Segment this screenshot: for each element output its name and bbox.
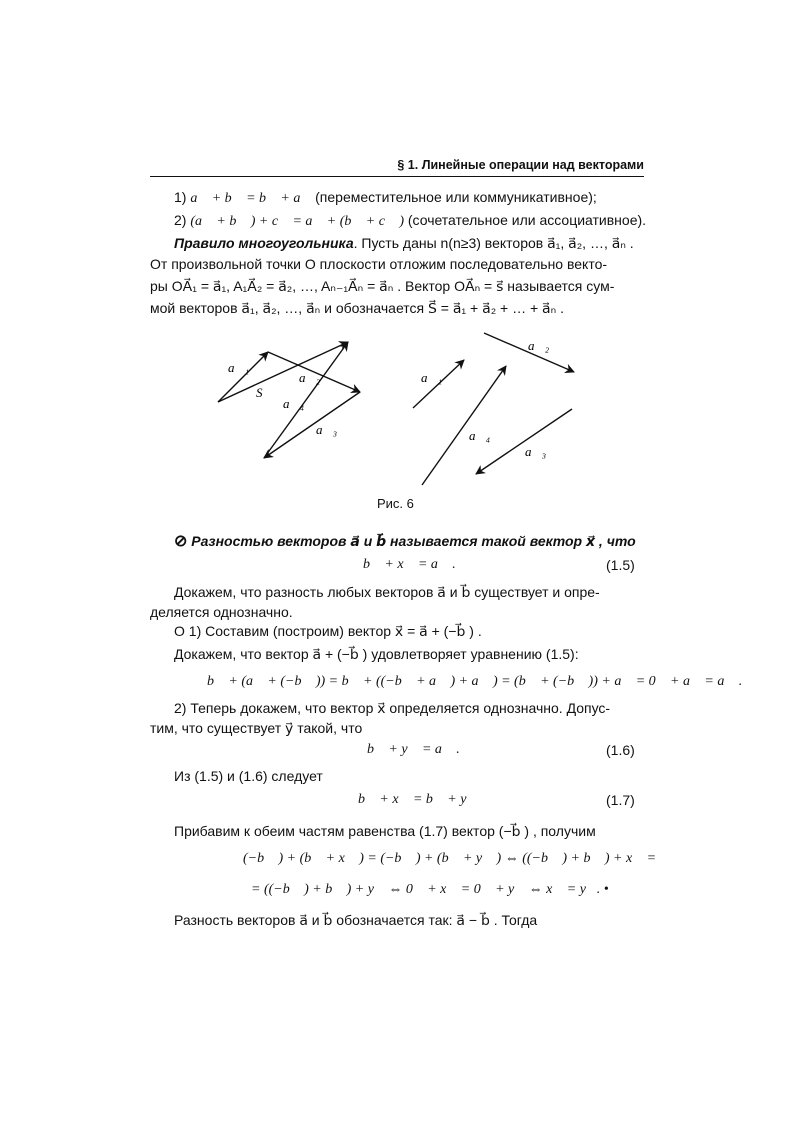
equation-1-6: b⃗ + y⃗ = a⃗ . (367, 742, 460, 757)
property-2-formula: (a⃗ + b⃗ ) + c⃗ = a⃗ + (b⃗ + c⃗ ) (190, 214, 404, 229)
proof-intro-1: Докажем, что разность любых векторов a⃗ и b⃗ существует и опре- (174, 584, 600, 600)
left-s-label: S⃗ (256, 385, 273, 400)
proof-add: Прибавим к обеим частям равенства (1.7) вектор (−b⃗ ) , получим (174, 823, 596, 839)
proof-intro-2: деляется однозначно. (150, 604, 293, 620)
property-1-num: 1) (174, 189, 187, 205)
header-rule (150, 176, 644, 177)
equation-1-7: b⃗ + x⃗ = b⃗ + y⃗ (358, 792, 478, 807)
polygon-rule-line2: От произвольной точки О плоскости отложим последовательно векто- (150, 256, 608, 272)
vector-figure (0, 320, 793, 520)
right-a3-arrow (476, 409, 572, 474)
property-2-text: (сочетательное или ассоциативное). (407, 212, 647, 228)
property-1-formula: a⃗ + b⃗ = b⃗ + a⃗ (190, 191, 312, 206)
equation-1-5: b⃗ + x⃗ = a⃗ . (363, 557, 456, 572)
definition-line (174, 531, 636, 551)
definition-symbol: ⊘ (174, 533, 188, 550)
equation-1-7-number: (1.7) (606, 792, 635, 808)
proof-step-2b: тим, что существует y⃗ такой, что (150, 720, 363, 736)
left-a2-label: a⃗₂ (299, 370, 321, 385)
right-a3-label: a⃗₃ (525, 444, 547, 459)
equation-1-5-number: (1.5) (606, 557, 635, 573)
property-2 (174, 212, 646, 230)
right-a1-label: a⃗₁ (421, 370, 443, 385)
final-line: Разность векторов a⃗ и b⃗ обозначается так: a⃗ − b⃗ . Тогда (174, 912, 538, 928)
proof-follow: Из (1.5) и (1.6) следует (174, 768, 323, 784)
property-1-text: (переместительное или коммуникативное); (315, 189, 597, 205)
property-1 (174, 189, 597, 207)
left-a1-label: a⃗₁ (228, 360, 250, 375)
figure-caption: Рис. 6 (377, 496, 414, 511)
polygon-rule-line4: мой векторов a⃗₁, a⃗₂, …, a⃗ₙ и обозначается S⃗ = a⃗₁ + a⃗₂ + … + a⃗ₙ . (150, 300, 564, 316)
definition-text: Разностью векторов a⃗ и b⃗ называется такой вектор x⃗ , что (191, 533, 636, 549)
property-2-num: 2) (174, 212, 187, 228)
proof-formula-1: b⃗ + (a⃗ + (−b⃗ )) = b⃗ + ((−b⃗ + a⃗ ) + a⃗ ) = (b⃗ + (−b⃗ )) + a⃗ = 0⃗ + a⃗ = a⃗ . (207, 674, 743, 689)
proof-formula-4a: (−b⃗ ) + (b⃗ + x⃗ ) = (−b⃗ ) + (b⃗ + y⃗ ) ⇔ ((−b⃗ ) + b⃗ ) + x⃗ = (243, 851, 657, 866)
right-a4-label: a⃗₄ (469, 428, 491, 443)
left-a4-arrow (264, 342, 348, 458)
running-header: § 1. Линейные операции над векторами (397, 158, 644, 172)
proof-step-1: О 1) Составим (построим) вектор x⃗ = a⃗ + (−b⃗ ) . (174, 623, 482, 639)
polygon-rule-line3: ры OA⃗₁ = a⃗₁, A₁A⃗₂ = a⃗₂, …, Aₙ₋₁A⃗ₙ = a⃗ₙ . Вектор OA⃗ₙ = s⃗ называется сум- (150, 278, 615, 294)
polygon-rule-title: Правило многоугольника (174, 235, 354, 251)
left-a3-arrow (264, 392, 360, 458)
proof-step-2a: 2) Теперь докажем, что вектор x⃗ определяется однозначно. Допус- (174, 700, 611, 716)
proof-step-1b: Докажем, что вектор a⃗ + (−b⃗ ) удовлетворяет уравнению (1.5): (174, 646, 579, 662)
equation-1-6-number: (1.6) (606, 742, 635, 758)
right-a2-label: a⃗₂ (528, 338, 550, 353)
left-a3-label: a⃗₃ (316, 422, 338, 437)
left-a4-label: a⃗₄ (283, 396, 305, 411)
polygon-rule-line1 (174, 235, 634, 252)
polygon-rule-text1: . Пусть даны n(n≥3) векторов a⃗₁, a⃗₂, …, a⃗ₙ . (353, 235, 634, 251)
proof-formula-4b: = ((−b⃗ ) + b⃗ ) + y⃗ ⇔ 0⃗ + x⃗ = 0⃗ + y⃗ ⇔ x⃗ = y⃗. • (251, 882, 609, 897)
